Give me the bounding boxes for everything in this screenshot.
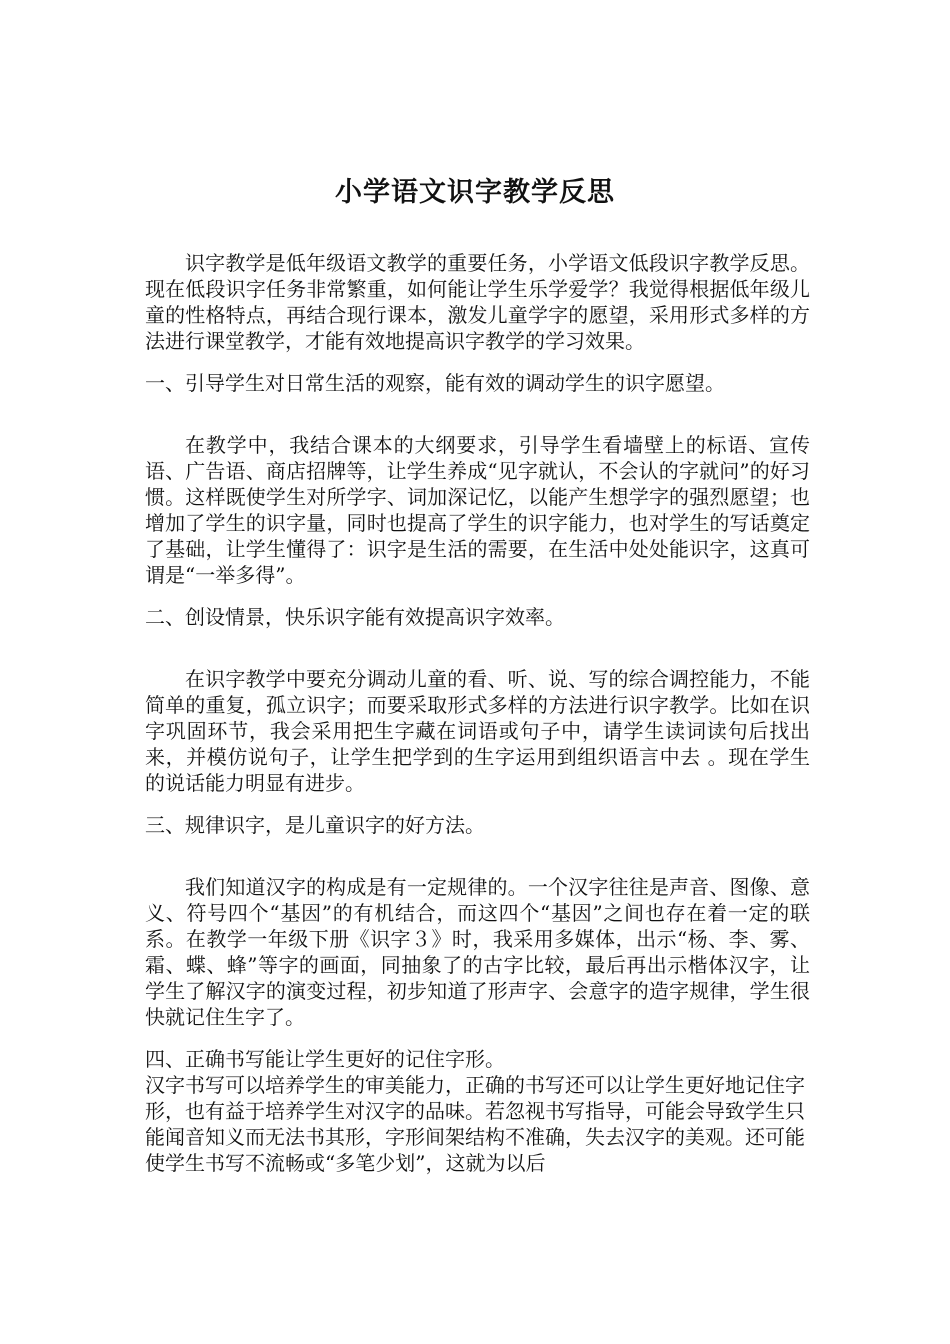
spacer (145, 838, 810, 874)
spacer (145, 396, 810, 432)
spacer (145, 588, 810, 604)
document-title: 小学语文识字教学反思 (335, 177, 615, 208)
section-3-heading: 三、规律识字，是儿童识字的好方法。 (145, 813, 485, 837)
document-body (145, 250, 810, 1176)
section-2-body: 在识字教学中要充分调动儿童的看、听、说、写的综合调控能力，不能简单的重复，孤立识字；而要采取形式多样的方法进行识字教学。比如在识字巩固环节，我会采用把生字藏在词语或句子中，请学生读词读句后找出来，并模仿说句子，让学生把学到的生字运用到组织语言中去 。现在学生的说话能力明显有进步。 (145, 667, 810, 795)
spacer (145, 796, 810, 812)
intro-paragraph: 识字教学是低年级语文教学的重要任务，小学语文低段识字教学反思。现在低段识字任务非常繁重，如何能让学生乐学爱学？我觉得根据低年级儿童的性格特点，再结合现行课本，激发儿童学字的愿望，采用形式多样的方法进行课堂教学，才能有效地提高识字教学的学习效果。 (145, 251, 810, 353)
spacer (145, 1030, 810, 1046)
section-4-body: 汉字书写可以培养学生的审美能力，正确的书写还可以让学生更好地记住字形，也有益于培养学生对汉字的品味。若忽视书写指导，可能会导致学生只能闻音知义而无法书其形，字形间架结构不准确，失去汉字的美观。还可能使学生书写不流畅或“多笔少划”，这就为以后 (145, 1073, 805, 1175)
section-1-heading: 一、引导学生对日常生活的观察，能有效的调动学生的识字愿望。 (145, 371, 725, 395)
spacer (145, 354, 810, 370)
spacer (145, 630, 810, 666)
section-3-body: 我们知道汉字的构成是有一定规律的。一个汉字往往是声音、图像、意义、符号四个“基因”的有机结合，而这四个“基因”之间也存在着一定的联系。在教学一年级下册《识字３》时，我采用多媒体，出示“杨、李、雾、霜、蝶、蜂”等字的画面，同抽象了的古字比较，最后再出示楷体汉字，让学生了解汉字的演变过程，初步知道了形声字、会意字的造字规律，学生很快就记住生字了。 (145, 875, 810, 1029)
section-4-heading: 四、正确书写能让学生更好的记住字形。 (145, 1047, 505, 1071)
section-2-heading: 二、创设情景，快乐识字能有效提高识字效率。 (145, 605, 565, 629)
section-1-body: 在教学中，我结合课本的大纲要求，引导学生看墙壁上的标语、宣传语、广告语、商店招牌等，让学生养成“见字就认，不会认的字就问”的好习惯。这样既使学生对所学字、词加深记忆，以能产生想学字的强烈愿望；也增加了学生的识字量，同时也提高了学生的识字能力，也对学生的写话奠定了基础，让学生懂得了：识字是生活的需要，在生活中处处能识字，这真可谓是“一举多得”。 (145, 433, 810, 587)
